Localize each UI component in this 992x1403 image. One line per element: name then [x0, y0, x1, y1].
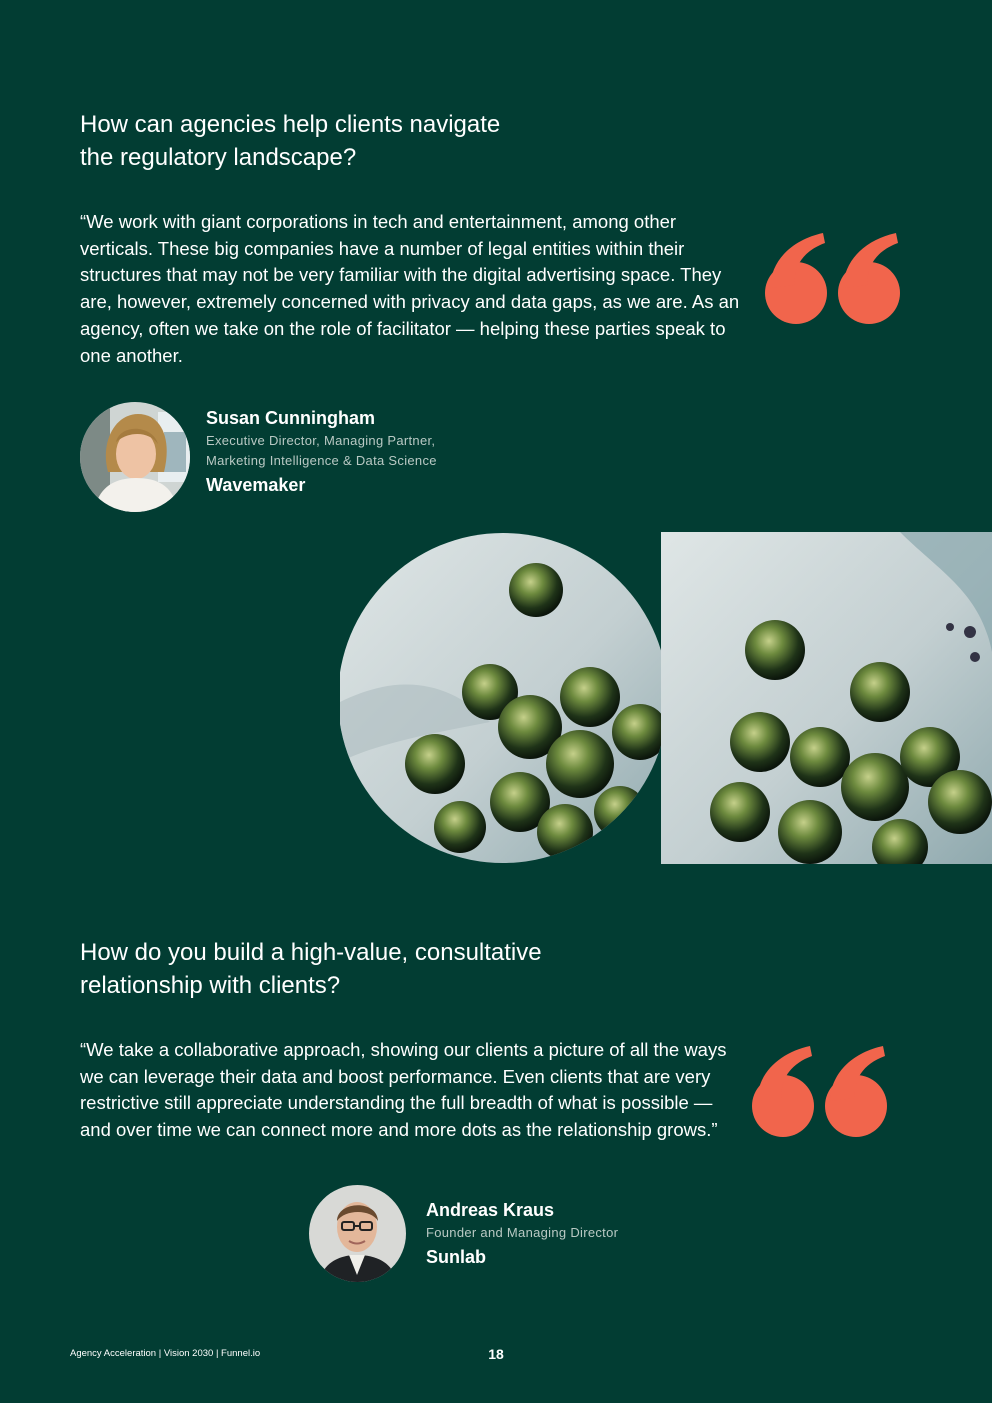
section1-person-role-line2: Marketing Intelligence & Data Science	[206, 453, 437, 468]
section2-person-company: Sunlab	[426, 1247, 487, 1267]
section1-heading-line2: the regulatory landscape?	[80, 144, 357, 171]
section2-heading-line2: relationship with clients?	[80, 972, 341, 999]
footer-publication-info: Agency Acceleration | Vision 2030 | Funnel.io	[70, 1348, 261, 1359]
section2-heading-line1: How do you build a high-value, consultative	[80, 939, 542, 966]
section1-heading-line1: How can agencies help clients navigate	[80, 111, 501, 138]
section2-heading	[80, 936, 700, 1002]
section2-person-role: Founder and Managing Director	[426, 1225, 619, 1240]
section2-person-name: Andreas Kraus	[426, 1200, 555, 1220]
decorative-beads-image	[340, 532, 992, 864]
section1-person-role	[206, 431, 437, 471]
andreas-kraus-avatar	[309, 1185, 406, 1282]
page-number: 18	[488, 1346, 504, 1362]
section1-person-role-line1: Executive Director, Managing Partner,	[206, 433, 436, 448]
quote-mark-icon	[752, 1046, 892, 1141]
quote-mark-icon	[765, 233, 905, 328]
section1-heading	[80, 108, 680, 174]
section1-quote-text: “We work with giant corporations in tech and entertainment, among other verticals. These big companies have a number of legal entities within their structures that may not be very familiar with the digital advertising space. They are, however, extremely concerned with privacy and data gaps, as we are. As an agency, often we take on the role of facilitator — helping these parties speak to one another.	[80, 211, 740, 366]
section1-person-company: Wavemaker	[206, 475, 306, 495]
section2-quote-text: “We take a collaborative approach, showing our clients a picture of all the ways we can leverage their data and boost performance. Even clients that are very restrictive still appreciate understanding the full breadth of what is possible — and over time we can connect more and more dots as the relationship grows.”	[80, 1039, 727, 1141]
section1-person-name: Susan Cunningham	[206, 408, 376, 428]
susan-cunningham-avatar	[80, 402, 190, 512]
